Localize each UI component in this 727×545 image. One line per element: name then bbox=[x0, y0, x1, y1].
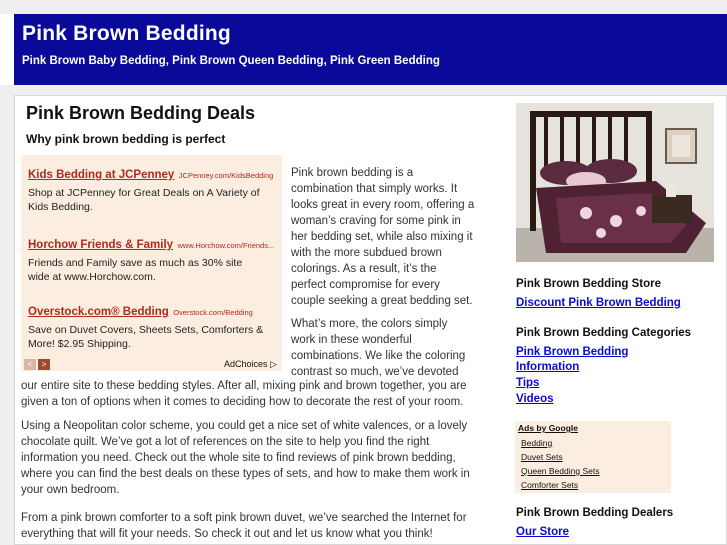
google-ad-link[interactable]: Comforter Sets bbox=[521, 480, 579, 490]
ad-title[interactable]: Overstock.com® Bedding bbox=[28, 306, 169, 318]
ad-box bbox=[21, 155, 282, 371]
ad-url[interactable]: Overstock.com/Bedding bbox=[173, 308, 253, 317]
store-heading: Pink Brown Bedding Store bbox=[516, 278, 662, 290]
ad-description: Shop at JCPenney for Great Deals on A Variety of Kids Bedding. bbox=[28, 187, 260, 213]
google-ads-box bbox=[515, 421, 671, 493]
site-title[interactable]: Pink Brown Bedding bbox=[22, 22, 231, 45]
paragraph-intro: Pink brown bedding is a combination that simply works. It looks great in every room, offering a woman’s craving for some pink in her bedding set, while also mixing it with the more subdued brown colorings. As a result, it’s the perfect compromise for every couple seeking a great bedding set. bbox=[291, 167, 475, 307]
category-link[interactable]: Videos bbox=[516, 393, 554, 405]
google-ad-link[interactable]: Bedding bbox=[521, 438, 553, 448]
ad-next-button[interactable]: > bbox=[38, 359, 50, 370]
google-ad-link[interactable]: Duvet Sets bbox=[521, 452, 563, 462]
dealers-heading: Pink Brown Bedding Dealers bbox=[516, 507, 674, 519]
ad-description: Friends and Family save as much as 30% site wide at www.Horchow.com. bbox=[28, 257, 243, 283]
dealer-link[interactable]: Our Store bbox=[516, 526, 570, 538]
ad-title[interactable]: Horchow Friends & Family bbox=[28, 239, 174, 251]
ad-item[interactable] bbox=[28, 235, 278, 284]
paragraph-colors-continued: our entire site to these bedding styles. After all, mixing pink and brown together, you are given a ton of options when it comes to deciding how to decorate the rest of your room. bbox=[21, 380, 467, 408]
ad-description: Save on Duvet Covers, Sheets Sets, Comforters & More! $2.95 Shipping. bbox=[28, 324, 264, 350]
paragraph-scheme: Using a Neopolitan color scheme, you could get a nice set of white valences, or a lovely chocolate quilt. We’ve got a lot of references on the site to help you find the right information you need. Check out the whole site to find reviews of pink brown bedding, where you can find the best deals on these types of sets, and how to make them work in your own bedroom. bbox=[21, 420, 470, 496]
paragraph-closing: From a pink brown comforter to a soft pink brown duvet, we’ve searched the Internet for everything that will fit your needs. So check it out and let us know what you think! bbox=[21, 512, 467, 540]
adchoices-link[interactable]: AdChoices ▷ bbox=[224, 359, 277, 369]
bed-product-image[interactable] bbox=[516, 103, 714, 262]
ad-url[interactable]: JCPenney.com/KidsBedding bbox=[178, 171, 274, 180]
ad-prev-button[interactable]: < bbox=[24, 359, 36, 370]
site-header bbox=[14, 14, 727, 85]
top-strip bbox=[0, 0, 727, 14]
ad-url[interactable]: www.Horchow.com/Friends... bbox=[177, 241, 275, 250]
category-link[interactable]: Information bbox=[516, 361, 580, 373]
category-link[interactable]: Tips bbox=[516, 377, 540, 389]
ad-item[interactable] bbox=[28, 302, 278, 351]
ad-item[interactable] bbox=[28, 165, 278, 214]
page-subtitle: Why pink brown bedding is perfect bbox=[26, 132, 226, 146]
ads-by-google-label[interactable]: Ads by Google bbox=[518, 423, 578, 433]
bed-illustration bbox=[516, 103, 714, 262]
category-link[interactable]: Pink Brown Bedding bbox=[516, 346, 629, 358]
paragraph-colors: What’s more, the colors simply work in these wonderful combinations. We like the coloring contrast so much, we’ve devoted bbox=[291, 318, 466, 378]
page-title: Pink Brown Bedding Deals bbox=[26, 103, 256, 123]
ad-title[interactable]: Kids Bedding at JCPenney bbox=[28, 169, 175, 181]
site-subtitle: Pink Brown Baby Bedding, Pink Brown Queen Bedding, Pink Green Bedding bbox=[22, 55, 440, 67]
store-link[interactable]: Discount Pink Brown Bedding bbox=[516, 297, 681, 309]
google-ad-link[interactable]: Queen Bedding Sets bbox=[521, 466, 600, 476]
categories-heading: Pink Brown Bedding Categories bbox=[516, 327, 692, 339]
